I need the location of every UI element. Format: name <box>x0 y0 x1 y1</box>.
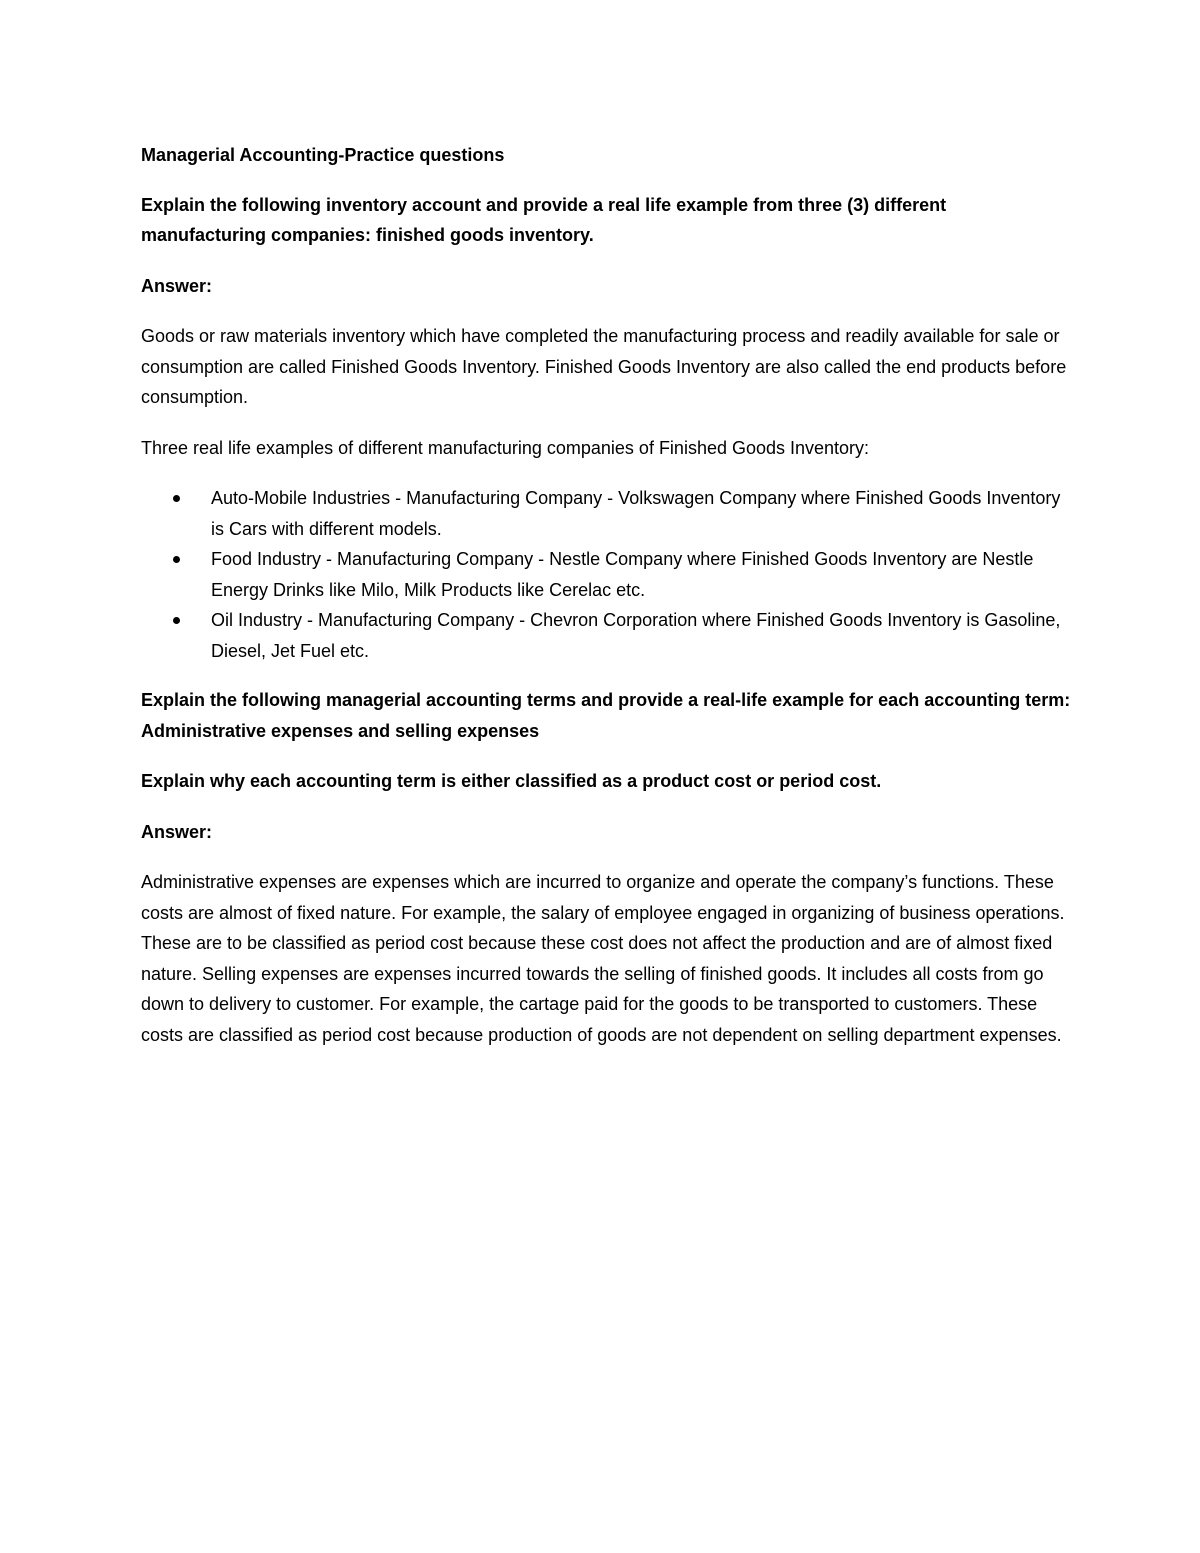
question-2: Explain the following managerial accounting terms and provide a real-life example for each accounting term: Administrative expenses and selling expenses <box>141 690 1071 741</box>
bullet-icon <box>173 617 180 624</box>
example-text: Auto-Mobile Industries - Manufacturing Company - Volkswagen Company where Finished Goods Inventory is Cars with different models. <box>211 488 1061 539</box>
question-1: Explain the following inventory account and provide a real life example from three (3) different manufacturing companies: finished goods inventory. <box>141 194 947 245</box>
answer-2-paragraph: Administrative expenses are expenses which are incurred to organize and operate the company’s functions. These costs are almost of fixed nature. For example, the salary of employee engaged in organizing of business operations. These are to be classified as period cost because these cost does not affect the production and are of almost fixed nature. Selling expenses are expenses incurred towards the selling of finished goods. It includes all costs from go down to delivery to customer. For example, the cartage paid for the goods to be transported to customers. These costs are classified as period cost because production of goods are not dependent on selling department expenses. <box>141 872 1065 1045</box>
answer-label-1: Answer: <box>141 275 213 296</box>
example-text: Oil Industry - Manufacturing Company - Chevron Corporation where Finished Goods Inventory is Gasoline, Diesel, Jet Fuel etc. <box>211 610 1061 661</box>
question-3: Explain why each accounting term is either classified as a product cost or period cost. <box>141 771 882 791</box>
examples-list <box>141 483 1071 666</box>
document-page <box>141 140 1071 1070</box>
list-item <box>141 544 1071 605</box>
examples-intro: Three real life examples of different manufacturing companies of Finished Goods Inventory: <box>141 437 870 458</box>
example-text: Food Industry - Manufacturing Company - Nestle Company where Finished Goods Inventory are Nestle Energy Drinks like Milo, Milk Products like Cerelac etc. <box>211 549 1034 600</box>
answer-label-2: Answer: <box>141 821 213 842</box>
answer-1-paragraph: Goods or raw materials inventory which have completed the manufacturing process and readily available for sale or consumption are called Finished Goods Inventory. Finished Goods Inventory are also called the end products before consumption. <box>141 326 1067 407</box>
list-item <box>141 605 1071 666</box>
list-item <box>141 483 1071 544</box>
document-title: Managerial Accounting-Practice questions <box>141 145 505 165</box>
bullet-icon <box>173 495 180 502</box>
bullet-icon <box>173 556 180 563</box>
